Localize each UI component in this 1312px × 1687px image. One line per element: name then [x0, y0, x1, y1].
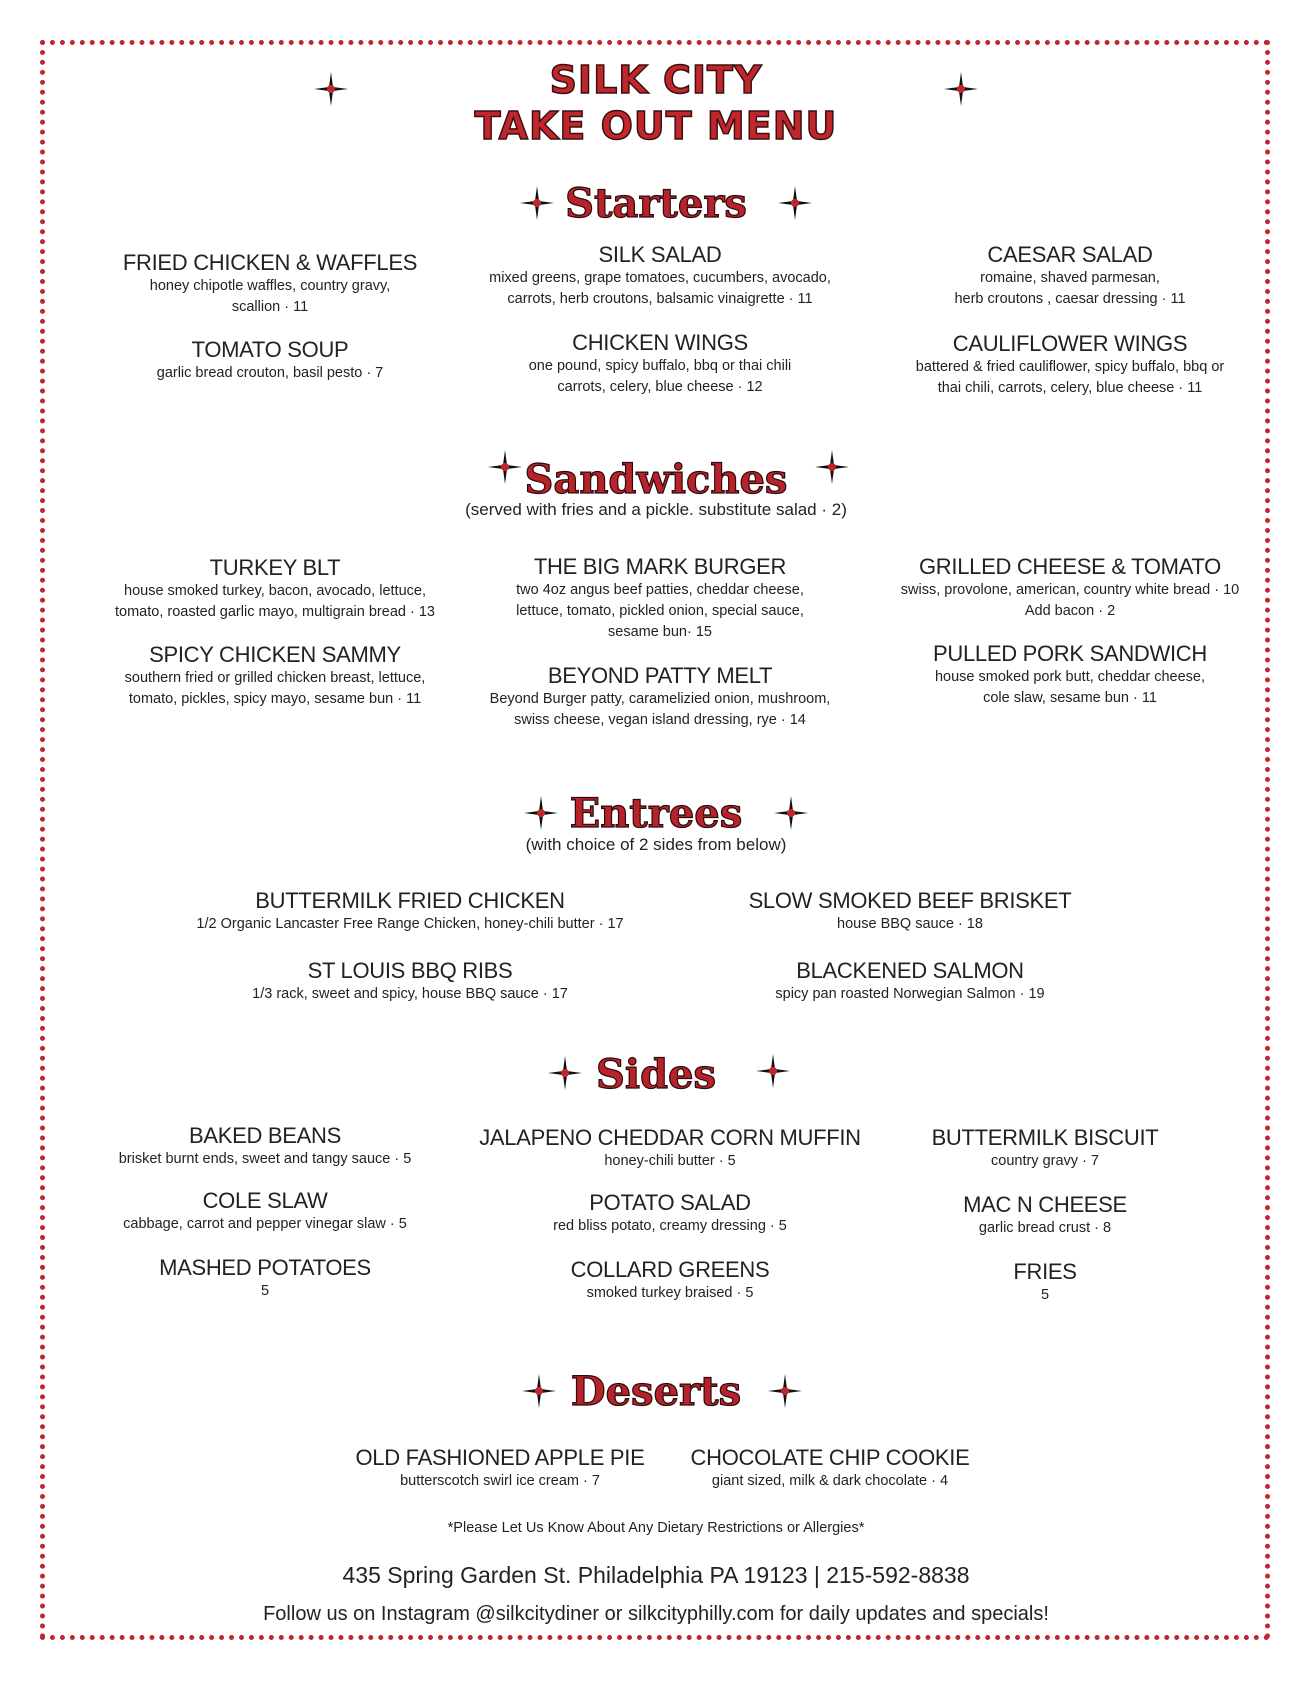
item-desc: two 4oz angus beef patties, cheddar cheese, lettuce, tomato, pickled onion, special sauce, sesame bun· 15 — [516, 582, 804, 640]
address-phone: 435 Spring Garden St. Philadelphia PA 19123 | 215-592-8838 — [342, 1562, 970, 1588]
section-title-deserts: Deserts — [570, 1368, 742, 1415]
item-desc: one pound, spicy buffalo, bbq or thai chili carrots, celery, blue cheese · 12 — [528, 358, 792, 395]
item-name: FRIES — [1013, 1259, 1077, 1284]
item-desc: battered & fried cauliflower, spicy buffalo, bbq or thai chili, carrots, celery, blue cheese · 11 — [915, 359, 1225, 396]
menu-item — [90, 642, 460, 710]
item-name: BAKED BEANS — [189, 1123, 341, 1148]
section-title-sandwiches: Sandwiches — [524, 456, 788, 503]
menu-item — [130, 958, 690, 1005]
item-name: CHICKEN WINGS — [572, 330, 748, 355]
item-desc: house smoked turkey, bacon, avocado, lettuce, tomato, roasted garlic mayo, multigrain bread · 13 — [115, 583, 435, 620]
item-name: BLACKENED SALMON — [796, 958, 1024, 983]
item-name: BUTTERMILK FRIED CHICKEN — [255, 888, 565, 913]
item-desc: garlic bread crouton, basil pesto · 7 — [156, 365, 384, 381]
item-desc: southern fried or grilled chicken breast, lettuce, tomato, pickles, spicy mayo, sesame bun · 11 — [124, 670, 426, 707]
menu-item — [870, 641, 1270, 709]
menu-item — [470, 1190, 870, 1237]
item-desc: 5 — [260, 1283, 270, 1299]
menu-item — [460, 242, 860, 310]
item-name: CAULIFLOWER WINGS — [952, 331, 1188, 356]
menu-item — [90, 1123, 440, 1170]
item-name: TOMATO SOUP — [191, 337, 349, 362]
item-desc: honey-chili butter · 5 — [604, 1153, 736, 1169]
item-desc: garlic bread crust · 8 — [978, 1220, 1112, 1236]
item-desc: brisket burnt ends, sweet and tangy sauce · 5 — [118, 1151, 412, 1167]
menu-item — [880, 1259, 1210, 1306]
allergy-note: *Please Let Us Know About Any Dietary Restrictions or Allergies* — [447, 1520, 865, 1536]
item-name: TURKEY BLT — [209, 555, 341, 580]
menu-item — [880, 1192, 1210, 1239]
menu-item — [660, 1445, 1000, 1492]
section-title-sides: Sides — [595, 1051, 717, 1098]
menu-item — [90, 337, 450, 384]
item-desc: house BBQ sauce · 18 — [837, 916, 983, 932]
item-desc: spicy pan roasted Norwegian Salmon · 19 — [775, 986, 1045, 1002]
item-desc: 1/2 Organic Lancaster Free Range Chicken, honey-chili butter · 17 — [196, 916, 624, 932]
item-desc: country gravy · 7 — [991, 1153, 1099, 1169]
item-name: THE BIG MARK BURGER — [533, 554, 787, 579]
item-name: CHOCOLATE CHIP COOKIE — [690, 1445, 970, 1470]
sparkle-star-icon — [944, 72, 978, 106]
menu-item — [870, 554, 1270, 622]
menu-item — [460, 554, 860, 643]
item-name: SILK SALAD — [598, 242, 722, 267]
sparkle-star-icon — [314, 72, 348, 106]
menu-item — [460, 663, 860, 731]
menu-item — [470, 1257, 870, 1304]
menu-item — [880, 1125, 1210, 1172]
menu-item — [330, 1445, 670, 1492]
item-name: ST LOUIS BBQ RIBS — [307, 958, 513, 983]
item-name: COLLARD GREENS — [570, 1257, 770, 1282]
social-follow: Follow us on Instagram @silkcitydiner or silkcityphilly.com for daily updates and specials! — [263, 1603, 1049, 1625]
item-name: GRILLED CHEESE & TOMATO — [918, 554, 1221, 579]
menu-item — [90, 1255, 440, 1302]
item-name: POTATO SALAD — [589, 1190, 751, 1215]
section-subtitle: (with choice of 2 sides from below) — [525, 835, 787, 854]
section-subtitle: (served with fries and a pickle. substitute salad · 2) — [465, 500, 847, 519]
menu-item — [130, 888, 690, 935]
item-desc: red bliss potato, creamy dressing · 5 — [553, 1218, 787, 1234]
menu-item — [870, 331, 1270, 399]
menu-item — [690, 958, 1130, 1005]
item-desc: giant sized, milk & dark chocolate · 4 — [711, 1473, 949, 1489]
item-desc: smoked turkey braised · 5 — [586, 1285, 754, 1301]
item-desc: butterscotch swirl ice cream · 7 — [400, 1473, 600, 1489]
item-desc: swiss, provolone, american, country white bread · 10 Add bacon · 2 — [900, 582, 1240, 619]
menu-item — [870, 242, 1270, 310]
menu-item — [460, 330, 860, 398]
item-name: CAESAR SALAD — [987, 242, 1153, 267]
menu-item — [90, 250, 450, 318]
item-desc: 1/3 rack, sweet and spicy, house BBQ sauce · 17 — [252, 986, 568, 1002]
item-name: SLOW SMOKED BEEF BRISKET — [748, 888, 1072, 913]
item-name: BUTTERMILK BISCUIT — [931, 1125, 1159, 1150]
item-name: PULLED PORK SANDWICH — [933, 641, 1207, 666]
section-title-starters: Starters — [565, 180, 747, 227]
item-name: FRIED CHICKEN & WAFFLES — [122, 250, 418, 275]
menu-item — [90, 1188, 440, 1235]
item-desc: cabbage, carrot and pepper vinegar slaw · 5 — [123, 1216, 407, 1232]
item-desc: Beyond Burger patty, caramelizied onion, mushroom, swiss cheese, vegan island dressing, rye · 14 — [489, 691, 831, 728]
item-desc: mixed greens, grape tomatoes, cucumbers, avocado, carrots, herb croutons, balsamic vinaigrette · 11 — [489, 270, 831, 307]
item-name: COLE SLAW — [202, 1188, 328, 1213]
item-desc: house smoked pork butt, cheddar cheese, cole slaw, sesame bun · 11 — [934, 669, 1206, 706]
menu-item — [90, 555, 460, 623]
menu-item — [690, 888, 1130, 935]
item-name: MASHED POTATOES — [159, 1255, 371, 1280]
item-desc: romaine, shaved parmesan, herb croutons , caesar dressing · 11 — [954, 270, 1186, 307]
menu-item — [470, 1125, 870, 1172]
item-desc: honey chipotle waffles, country gravy, scallion · 11 — [149, 278, 391, 315]
menu-title-line1: SILK CITY — [549, 58, 763, 102]
item-name: SPICY CHICKEN SAMMY — [149, 642, 401, 667]
item-desc: 5 — [1040, 1287, 1050, 1303]
menu-title-line2: TAKE OUT MENU — [474, 104, 838, 148]
item-name: JALAPENO CHEDDAR CORN MUFFIN — [479, 1125, 861, 1150]
item-name: MAC N CHEESE — [963, 1192, 1127, 1217]
item-name: OLD FASHIONED APPLE PIE — [355, 1445, 645, 1470]
section-title-entrees: Entrees — [569, 790, 743, 837]
item-name: BEYOND PATTY MELT — [547, 663, 773, 688]
